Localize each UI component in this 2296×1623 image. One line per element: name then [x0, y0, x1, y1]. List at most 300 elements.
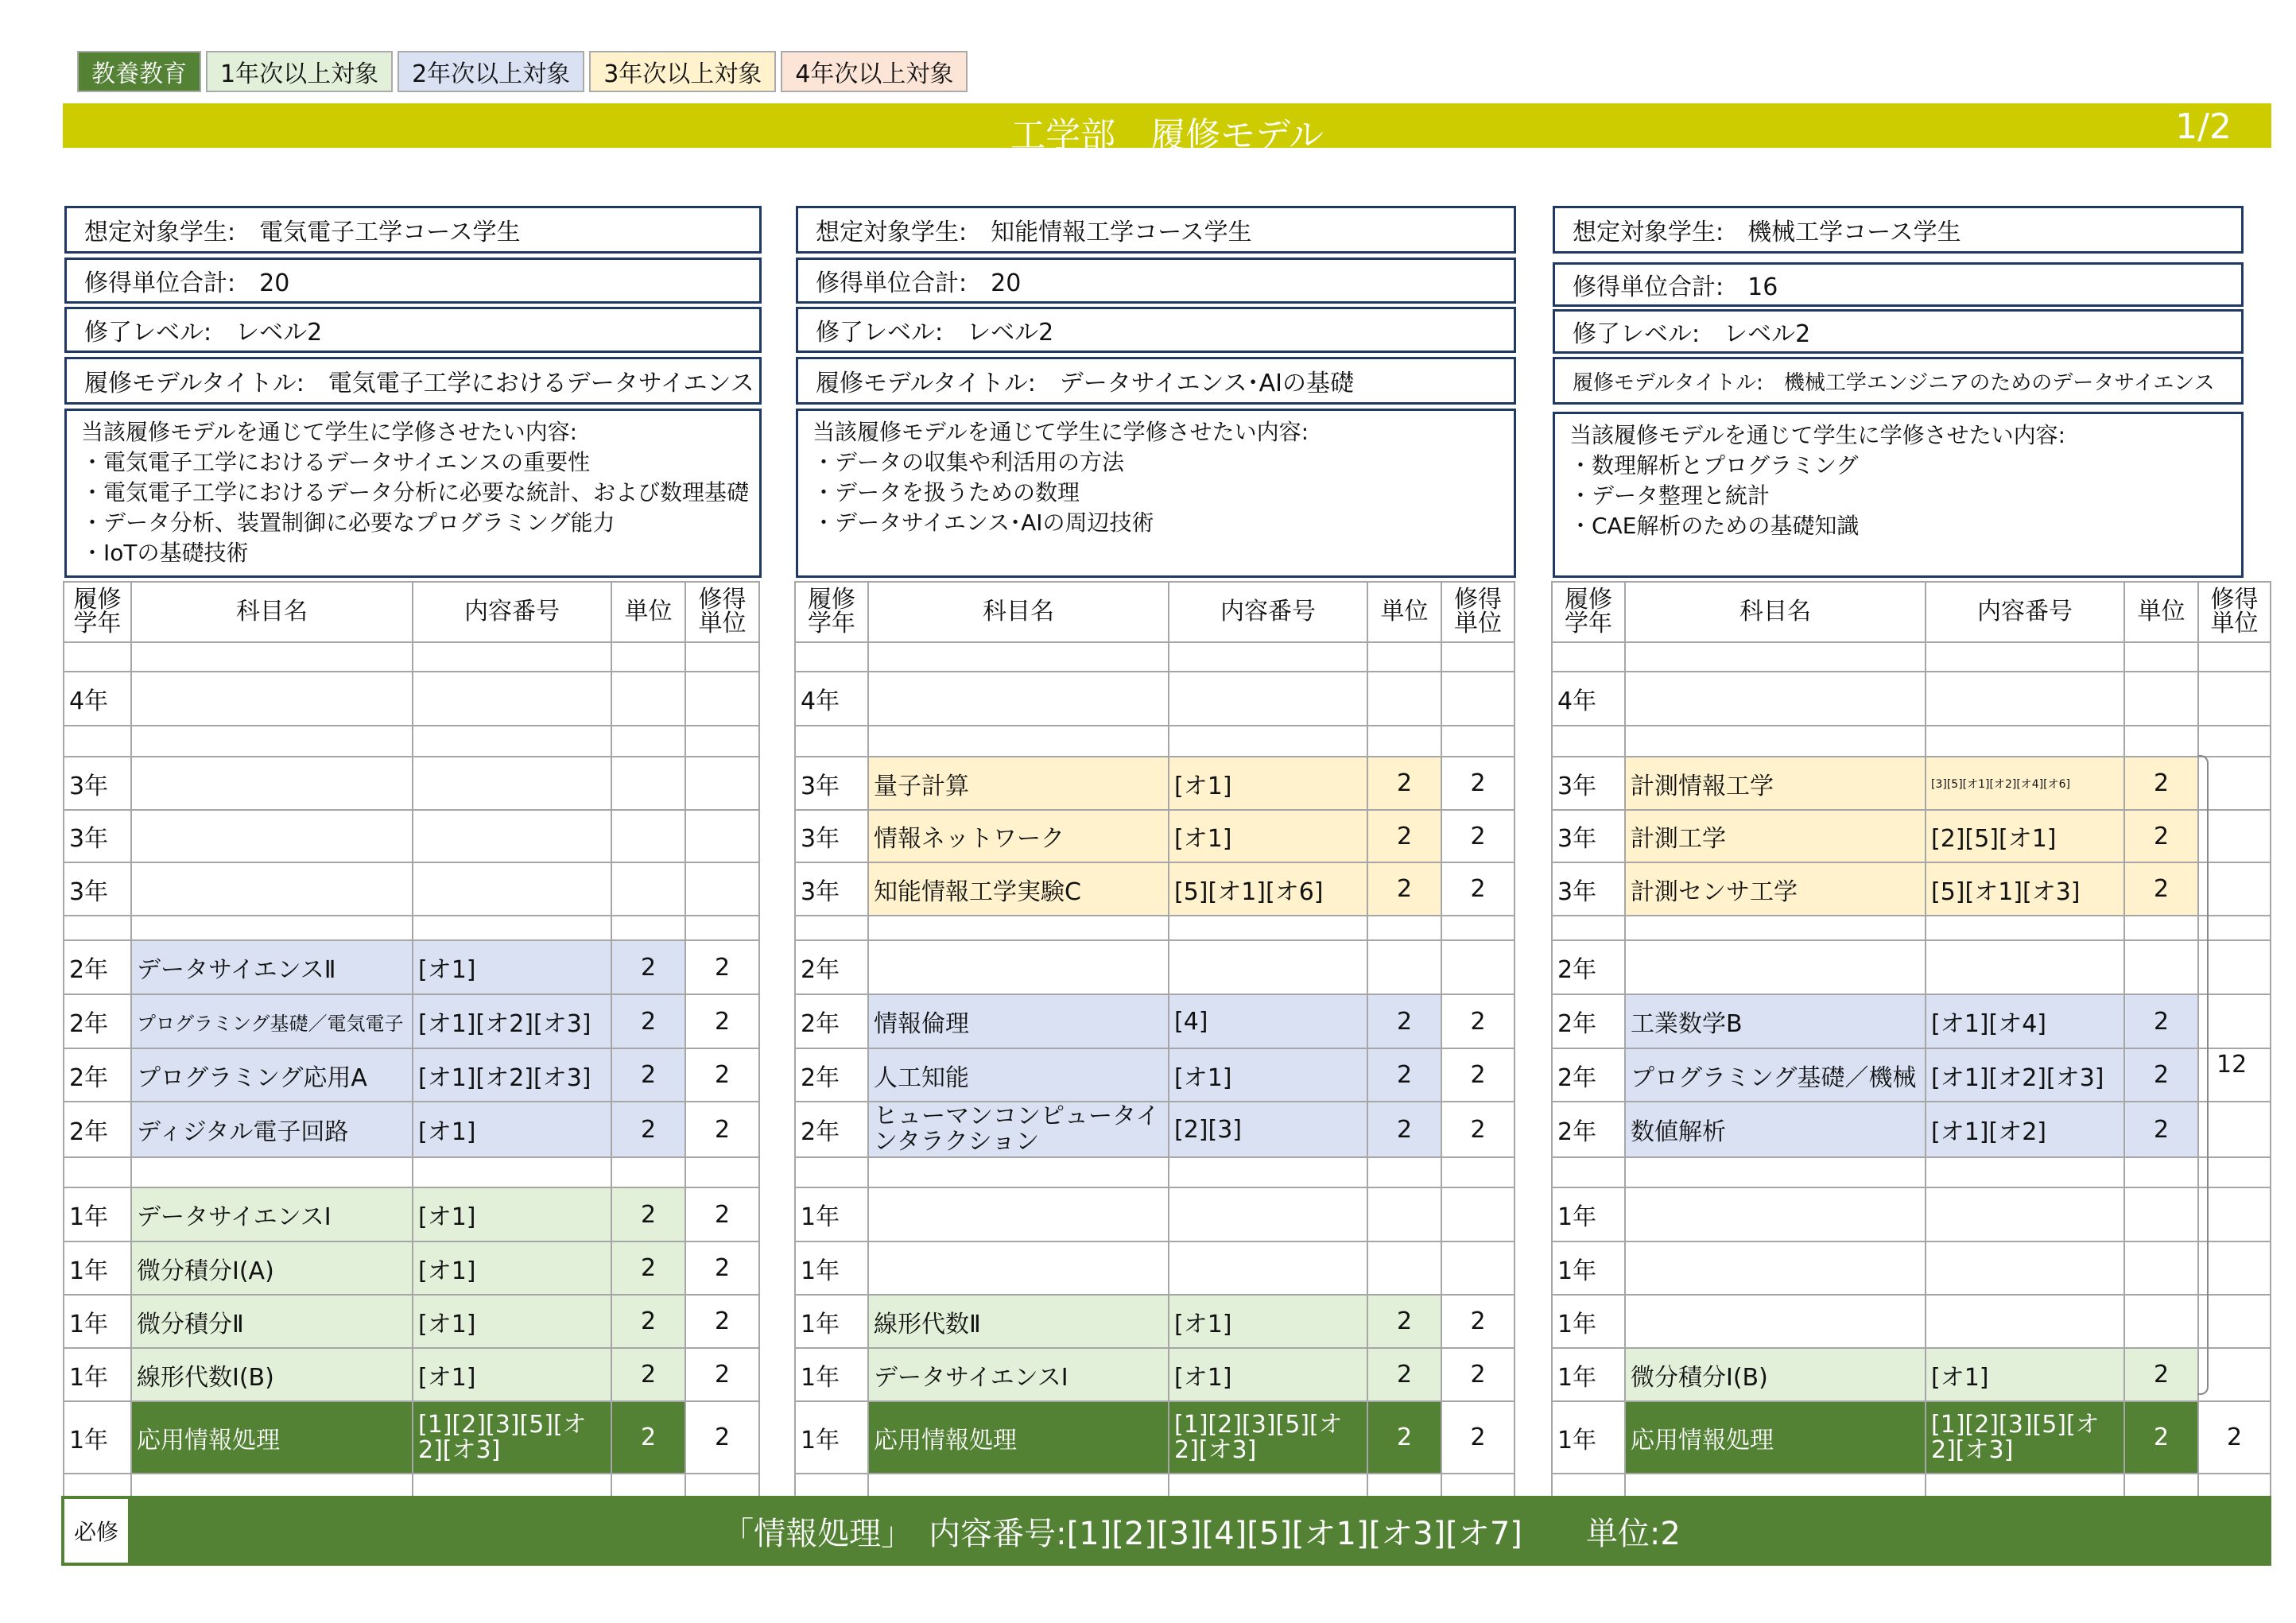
row-subject: [1625, 1241, 1926, 1295]
row-subject: [868, 672, 1169, 726]
goal-item: ・データ分析、装置制御に必要なプログラミング能力: [81, 509, 615, 536]
row-subject: [131, 672, 413, 726]
row-year: 1年: [1552, 1241, 1625, 1295]
row-content: [1169, 1187, 1367, 1241]
model1-goals: [64, 409, 762, 578]
row-content: [5][オ1][オ3]: [1926, 862, 2124, 916]
row-subject: 計測工学: [1625, 810, 1926, 862]
row-content: [オ1]: [1169, 1295, 1367, 1348]
header-content: 内容番号: [1926, 582, 2124, 642]
header-content: 内容番号: [1169, 582, 1367, 642]
table-row: [795, 726, 1515, 757]
table-row: [1552, 1048, 2271, 1102]
row-subject: [131, 757, 413, 810]
row-content: [1169, 940, 1367, 994]
table-row: [64, 757, 759, 810]
row-year: 3年: [64, 757, 131, 810]
row-earned: 2: [685, 1187, 759, 1241]
table-row: [795, 672, 1515, 726]
row-year: 3年: [795, 757, 868, 810]
row-subject: [131, 862, 413, 916]
row-earned: 2: [2198, 1401, 2271, 1474]
row-content: [オ1]: [413, 1241, 611, 1295]
row-unit: [611, 916, 685, 940]
row-year: [1552, 1157, 1625, 1187]
table-row: [795, 862, 1515, 916]
row-year: 3年: [795, 810, 868, 862]
model2-goals: [796, 409, 1516, 578]
row-subject: 微分積分Ⅱ: [131, 1295, 413, 1348]
row-year: 3年: [1552, 757, 1625, 810]
row-unit: [2124, 1187, 2198, 1241]
table-row: [64, 1048, 759, 1102]
table-row: [795, 810, 1515, 862]
row-unit: [611, 810, 685, 862]
row-unit: [611, 726, 685, 757]
table-header-row: [1552, 582, 2271, 642]
legend-liberal-arts: 教養教育: [77, 51, 201, 92]
row-content: [オ1][オ2][オ3]: [1926, 1048, 2124, 1102]
row-earned: 2: [1441, 1048, 1515, 1102]
row-content: [1169, 726, 1367, 757]
table-row: [1552, 642, 2271, 672]
row-unit: [1367, 726, 1441, 757]
row-year: 1年: [1552, 1187, 1625, 1241]
row-subject: [1625, 726, 1926, 757]
row-subject: [131, 810, 413, 862]
row-year: 2年: [1552, 940, 1625, 994]
row-content: [1926, 642, 2124, 672]
model1-title: 履修モデルタイトル: 電気電子工学におけるデータサイエンス: [64, 357, 762, 405]
table-row: [1552, 1348, 2271, 1401]
required-bar: [61, 1496, 2271, 1566]
row-earned: 2: [685, 1401, 759, 1474]
row-subject: [1625, 1295, 1926, 1348]
row-year: 1年: [795, 1348, 868, 1401]
table-row: [795, 916, 1515, 940]
row-unit: [611, 757, 685, 810]
row-year: 2年: [1552, 1048, 1625, 1102]
row-unit: 2: [611, 994, 685, 1048]
row-subject: プログラミング基礎／機械: [1625, 1048, 1926, 1102]
header-earned: 修得単位: [2198, 582, 2271, 642]
row-unit: [2124, 1157, 2198, 1187]
row-year: [1552, 726, 1625, 757]
row-content: [413, 642, 611, 672]
model2-target: 想定対象学生: 知能情報工学コース学生: [796, 206, 1516, 254]
row-unit: 2: [611, 1102, 685, 1157]
row-earned: [2198, 1295, 2271, 1348]
row-subject: 情報倫理: [868, 994, 1169, 1048]
row-year: 3年: [64, 862, 131, 916]
row-earned: 2: [1441, 862, 1515, 916]
table-row: [1552, 672, 2271, 726]
model2-table: [794, 581, 1515, 1501]
row-subject: 計測情報工学: [1625, 757, 1926, 810]
row-subject: 応用情報処理: [131, 1401, 413, 1474]
row-unit: [1367, 1157, 1441, 1187]
row-year: 1年: [795, 1241, 868, 1295]
row-earned: [2198, 672, 2271, 726]
table-header-row: [64, 582, 759, 642]
row-earned: [2198, 994, 2271, 1048]
model1-target: 想定対象学生: 電気電子工学コース学生: [64, 206, 762, 254]
goal-item: ・データを扱うための数理: [813, 479, 1080, 505]
row-content: [オ1]: [1169, 810, 1367, 862]
row-content: [オ1][オ2][オ3]: [413, 994, 611, 1048]
row-unit: [2124, 672, 2198, 726]
header-content: 内容番号: [413, 582, 611, 642]
row-year: [64, 916, 131, 940]
row-subject: ディジタル電子回路: [131, 1102, 413, 1157]
row-year: 3年: [795, 862, 868, 916]
row-unit: 2: [2124, 1401, 2198, 1474]
row-content: [1926, 1187, 2124, 1241]
model3-title: 履修モデルタイトル: 機械工学エンジニアのためのデータサイエンス: [1553, 357, 2244, 405]
row-year: 2年: [795, 1048, 868, 1102]
header-year: 履修学年: [795, 582, 868, 642]
table-row: [1552, 757, 2271, 810]
row-unit: 2: [611, 1187, 685, 1241]
row-subject: 微分積分Ⅰ(B): [1625, 1348, 1926, 1401]
row-earned: 2: [1441, 1401, 1515, 1474]
row-earned: 2: [685, 1295, 759, 1348]
row-content: [4]: [1169, 994, 1367, 1048]
row-content: [1926, 916, 2124, 940]
model2-title: 履修モデルタイトル: データサイエンス･AIの基礎: [796, 357, 1516, 405]
row-year: 1年: [795, 1401, 868, 1474]
row-earned: [2198, 810, 2271, 862]
row-unit: 2: [2124, 1102, 2198, 1157]
header-year: 履修学年: [64, 582, 131, 642]
row-subject: 量子計算: [868, 757, 1169, 810]
row-year: 1年: [1552, 1295, 1625, 1348]
row-content: [2][5][オ1]: [1926, 810, 2124, 862]
row-unit: 2: [2124, 1348, 2198, 1401]
row-earned: [1441, 1241, 1515, 1295]
legend-year2: 2年次以上対象: [398, 51, 584, 92]
row-year: [64, 642, 131, 672]
table-header-row: [795, 582, 1515, 642]
row-year: [1552, 916, 1625, 940]
row-year: 2年: [1552, 1102, 1625, 1157]
row-unit: 2: [1367, 757, 1441, 810]
row-earned: 2: [685, 1241, 759, 1295]
row-subject: [131, 916, 413, 940]
row-content: [1926, 1157, 2124, 1187]
row-subject: [131, 726, 413, 757]
row-earned: [1441, 642, 1515, 672]
table-row: [64, 916, 759, 940]
row-content: [2][3]: [1169, 1102, 1367, 1157]
row-earned: [685, 672, 759, 726]
row-earned: [1441, 940, 1515, 994]
header-subject: 科目名: [131, 582, 413, 642]
row-year: [1552, 642, 1625, 672]
table-row: [1552, 726, 2271, 757]
row-earned: 2: [1441, 757, 1515, 810]
row-subject: [1625, 916, 1926, 940]
row-subject: データサイエンスⅡ: [131, 940, 413, 994]
row-unit: 2: [2124, 1048, 2198, 1102]
row-unit: [2124, 726, 2198, 757]
row-unit: 2: [1367, 1401, 1441, 1474]
header-subject: 科目名: [868, 582, 1169, 642]
row-unit: 2: [2124, 757, 2198, 810]
row-content: [オ1][オ2][オ3]: [413, 1048, 611, 1102]
row-subject: 情報ネットワーク: [868, 810, 1169, 862]
row-subject: [868, 1187, 1169, 1241]
header-year: 履修学年: [1552, 582, 1625, 642]
legend-year3: 3年次以上対象: [589, 51, 776, 92]
table-row: [64, 1295, 759, 1348]
row-unit: 2: [1367, 1295, 1441, 1348]
row-earned: [2198, 916, 2271, 940]
table-row: [1552, 810, 2271, 862]
row-year: 2年: [64, 1102, 131, 1157]
row-year: 1年: [64, 1187, 131, 1241]
row-unit: [1367, 916, 1441, 940]
goal-item: ・IoTの基礎技術: [81, 540, 249, 566]
row-subject: 計測センサ工学: [1625, 862, 1926, 916]
table-row: [795, 1348, 1515, 1401]
row-unit: 2: [611, 1048, 685, 1102]
row-earned: [2198, 1187, 2271, 1241]
model2-credits: 修得単位合計: 20: [796, 258, 1516, 304]
goals-heading: 当該履修モデルを通じて学生に学修させたい内容:: [81, 419, 578, 445]
row-unit: [611, 672, 685, 726]
row-subject: 応用情報処理: [1625, 1401, 1926, 1474]
row-unit: [1367, 1187, 1441, 1241]
row-earned: 2: [1441, 994, 1515, 1048]
brace-total: 12: [2216, 1051, 2248, 1079]
row-content: [1169, 1157, 1367, 1187]
brace: [2197, 755, 2209, 1395]
row-subject: [868, 940, 1169, 994]
row-unit: 2: [611, 1401, 685, 1474]
table-row: [795, 940, 1515, 994]
row-year: 1年: [64, 1348, 131, 1401]
row-unit: 2: [1367, 862, 1441, 916]
goal-item: ・データの収集や利活用の方法: [813, 449, 1125, 475]
table-row: [64, 1102, 759, 1157]
row-earned: [2198, 1102, 2271, 1157]
row-earned: [2198, 757, 2271, 810]
table-row: [64, 1401, 759, 1474]
header-subject: 科目名: [1625, 582, 1926, 642]
row-unit: 2: [1367, 810, 1441, 862]
model1-credits: 修得単位合計: 20: [64, 258, 762, 304]
model3-target: 想定対象学生: 機械工学コース学生: [1553, 206, 2244, 254]
row-content: [オ1]: [413, 1102, 611, 1157]
legend-year4: 4年次以上対象: [781, 51, 968, 92]
table-row: [64, 1187, 759, 1241]
goal-item: ・CAE解析のための基礎知識: [1569, 513, 1860, 539]
row-unit: [2124, 1241, 2198, 1295]
row-subject: [1625, 940, 1926, 994]
row-earned: [2198, 862, 2271, 916]
row-unit: [611, 642, 685, 672]
row-year: [64, 726, 131, 757]
row-content: [1926, 672, 2124, 726]
row-earned: 2: [1441, 810, 1515, 862]
table-row: [795, 1048, 1515, 1102]
table-row: [795, 1102, 1515, 1157]
row-subject: 知能情報工学実験C: [868, 862, 1169, 916]
row-unit: 2: [1367, 994, 1441, 1048]
row-unit: 2: [2124, 994, 2198, 1048]
row-content: [1169, 642, 1367, 672]
table-row: [64, 1241, 759, 1295]
goal-item: ・電気電子工学におけるデータ分析に必要な統計、および数理基礎: [81, 479, 750, 505]
row-earned: [685, 757, 759, 810]
row-year: 3年: [1552, 862, 1625, 916]
row-content: [1926, 726, 2124, 757]
row-earned: [1441, 1157, 1515, 1187]
row-content: [413, 726, 611, 757]
row-content: [1][2][3][5][オ2][オ3]: [1169, 1401, 1367, 1474]
table-row: [795, 1295, 1515, 1348]
legend-year1: 1年次以上対象: [206, 51, 393, 92]
row-content: [オ1]: [1169, 1348, 1367, 1401]
row-earned: [2198, 1241, 2271, 1295]
row-subject: [1625, 1157, 1926, 1187]
row-year: 2年: [64, 940, 131, 994]
row-content: [オ1]: [1169, 1048, 1367, 1102]
row-content: [413, 810, 611, 862]
row-unit: [611, 862, 685, 916]
row-subject: [868, 1157, 1169, 1187]
table-row: [64, 642, 759, 672]
table-row: [1552, 994, 2271, 1048]
row-year: 4年: [795, 672, 868, 726]
model1-level: 修了レベル: レベル2: [64, 307, 762, 353]
row-earned: [2198, 642, 2271, 672]
row-subject: プログラミング基礎／電気電子: [131, 994, 413, 1048]
row-year: [64, 1157, 131, 1187]
row-subject: 微分積分Ⅰ(A): [131, 1241, 413, 1295]
table-row: [1552, 916, 2271, 940]
table-row: [1552, 1102, 2271, 1157]
table-row: [1552, 1241, 2271, 1295]
goals-heading: 当該履修モデルを通じて学生に学修させたい内容:: [813, 419, 1309, 445]
row-earned: 2: [1441, 1102, 1515, 1157]
legend: [77, 51, 968, 92]
row-content: [オ1]: [413, 1295, 611, 1348]
row-earned: 2: [685, 994, 759, 1048]
table-row: [64, 994, 759, 1048]
row-content: [1926, 1241, 2124, 1295]
required-label: 必修: [61, 1496, 131, 1566]
table-row: [64, 1348, 759, 1401]
row-content: [1169, 672, 1367, 726]
row-earned: 2: [685, 1048, 759, 1102]
table-row: [1552, 1187, 2271, 1241]
row-unit: [2124, 940, 2198, 994]
row-earned: [685, 862, 759, 916]
row-year: 1年: [64, 1241, 131, 1295]
row-subject: データサイエンスⅠ: [131, 1187, 413, 1241]
row-subject: データサイエンスⅠ: [868, 1348, 1169, 1401]
row-year: 1年: [795, 1295, 868, 1348]
row-subject: 応用情報処理: [868, 1401, 1169, 1474]
row-subject: [868, 1241, 1169, 1295]
row-unit: [2124, 916, 2198, 940]
row-subject: [868, 916, 1169, 940]
table-row: [64, 1157, 759, 1187]
table-row: [1552, 940, 2271, 994]
table-row: [795, 1241, 1515, 1295]
row-unit: 2: [611, 1295, 685, 1348]
model2-level: 修了レベル: レベル2: [796, 307, 1516, 353]
row-year: [795, 1157, 868, 1187]
row-earned: [1441, 1187, 1515, 1241]
row-content: [オ1]: [413, 1187, 611, 1241]
table-row: [1552, 1401, 2271, 1474]
table-row: [795, 1401, 1515, 1474]
row-subject: 線形代数Ⅰ(B): [131, 1348, 413, 1401]
table-row: [64, 672, 759, 726]
row-unit: [611, 1157, 685, 1187]
table-row: [64, 862, 759, 916]
row-subject: [1625, 1187, 1926, 1241]
row-subject: [131, 642, 413, 672]
row-content: [オ1]: [413, 940, 611, 994]
model3-goals: [1553, 412, 2244, 578]
header-unit: 単位: [1367, 582, 1441, 642]
row-content: [3][5][オ1][オ2][オ4][オ6]: [1926, 757, 2124, 810]
row-year: 1年: [64, 1401, 131, 1474]
row-content: [1926, 940, 2124, 994]
row-year: 1年: [795, 1187, 868, 1241]
row-content: [1][2][3][5][オ2][オ3]: [413, 1401, 611, 1474]
row-earned: [685, 642, 759, 672]
row-earned: [685, 726, 759, 757]
row-unit: 2: [611, 1348, 685, 1401]
row-year: 4年: [64, 672, 131, 726]
row-unit: 2: [2124, 810, 2198, 862]
row-earned: 2: [685, 940, 759, 994]
row-year: [795, 916, 868, 940]
table-row: [64, 726, 759, 757]
goal-item: ・数理解析とプログラミング: [1569, 452, 1859, 478]
page-number: 1/2: [2175, 107, 2232, 147]
table-row: [64, 940, 759, 994]
row-year: 2年: [64, 1048, 131, 1102]
row-earned: [2198, 1348, 2271, 1401]
row-unit: [2124, 642, 2198, 672]
goal-item: ・電気電子工学におけるデータサイエンスの重要性: [81, 449, 591, 475]
row-earned: [685, 916, 759, 940]
row-content: [1926, 1295, 2124, 1348]
row-unit: 2: [1367, 1048, 1441, 1102]
table-row: [1552, 1295, 2271, 1348]
header-earned: 修得単位: [1441, 582, 1515, 642]
row-unit: 2: [611, 940, 685, 994]
row-content: [413, 672, 611, 726]
row-content: [5][オ1][オ6]: [1169, 862, 1367, 916]
model1-table: [63, 581, 760, 1501]
row-year: 2年: [64, 994, 131, 1048]
goal-item: ・データ整理と統計: [1569, 482, 1770, 509]
row-unit: [1367, 672, 1441, 726]
row-subject: 人工知能: [868, 1048, 1169, 1102]
row-year: 3年: [64, 810, 131, 862]
row-year: 1年: [64, 1295, 131, 1348]
row-subject: [131, 1157, 413, 1187]
row-content: [オ1]: [413, 1348, 611, 1401]
row-earned: [1441, 726, 1515, 757]
